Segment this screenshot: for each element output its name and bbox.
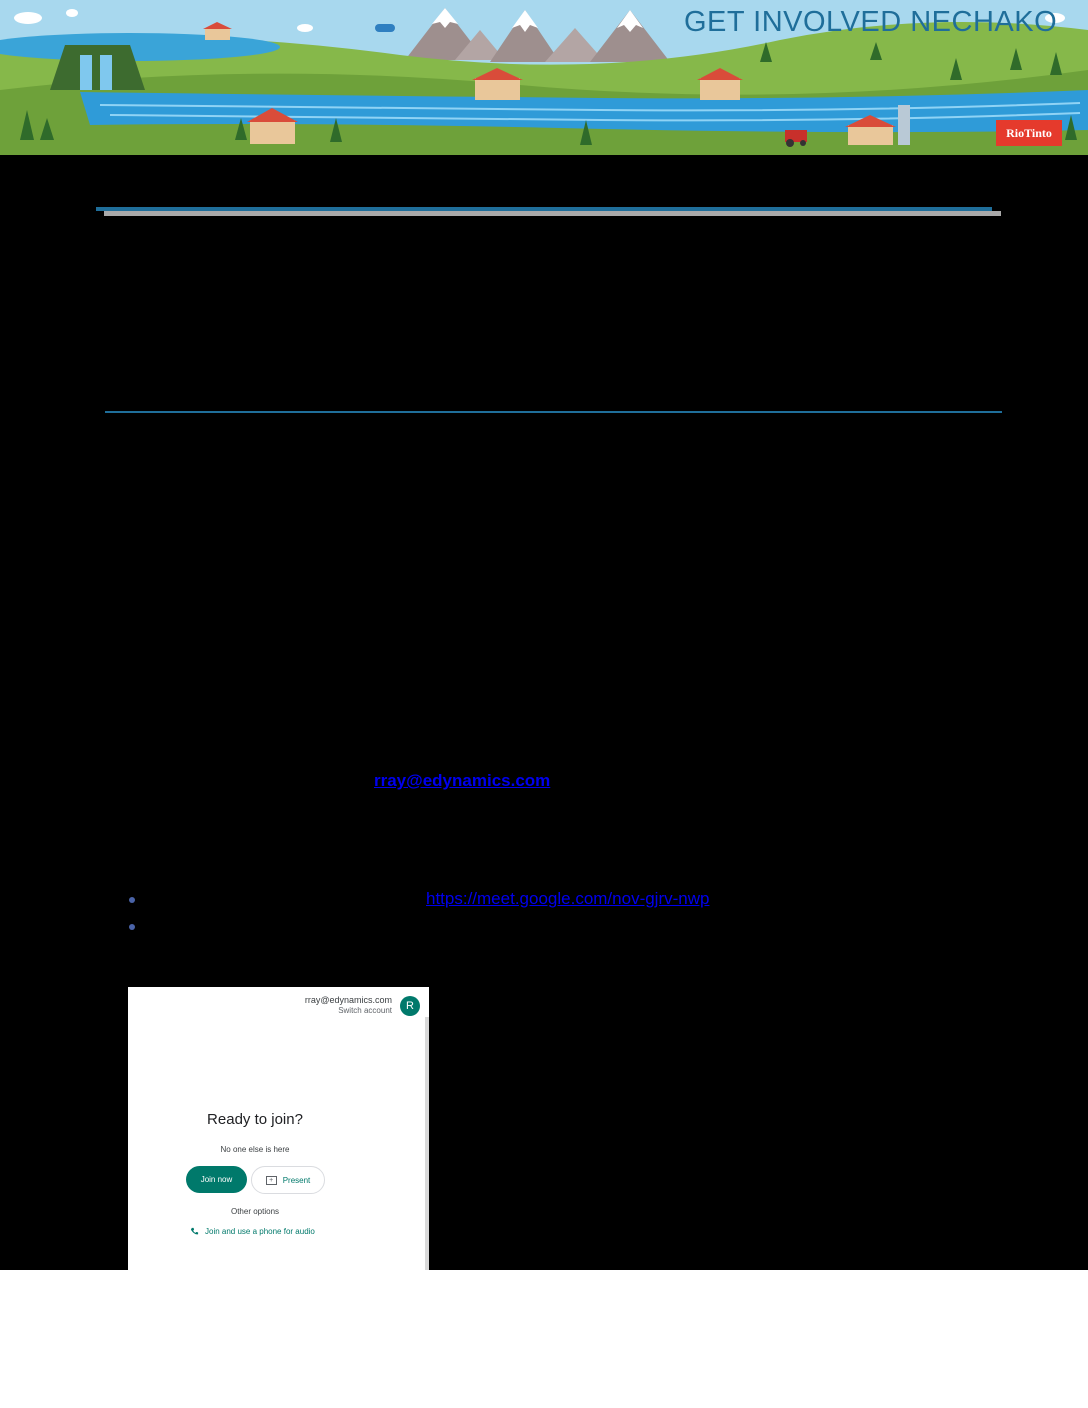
avatar[interactable]: R bbox=[400, 996, 420, 1016]
scrollbar bbox=[425, 1017, 429, 1270]
phone-audio-option[interactable] bbox=[190, 1227, 315, 1236]
header-banner bbox=[0, 0, 1088, 155]
page-footer bbox=[0, 1270, 1088, 1408]
meeting-status: No one else is here bbox=[220, 1145, 290, 1154]
section-divider bbox=[105, 411, 1002, 413]
top-rule bbox=[96, 207, 992, 211]
phone-icon bbox=[190, 1227, 199, 1236]
present-button[interactable] bbox=[251, 1166, 325, 1194]
ready-heading: Ready to join? bbox=[207, 1111, 303, 1128]
phone-audio-label: Join and use a phone for audio bbox=[205, 1227, 315, 1236]
join-now-button[interactable]: Join now bbox=[186, 1166, 247, 1193]
switch-account-link[interactable]: Switch account bbox=[338, 1006, 392, 1015]
google-meet-link[interactable]: https://meet.google.com/nov-gjrv-nwp bbox=[426, 889, 710, 908]
present-label: Present bbox=[282, 1175, 311, 1185]
riotinto-logo: RioTinto bbox=[996, 120, 1062, 146]
other-options-label: Other options bbox=[230, 1207, 280, 1216]
bullet-icon bbox=[129, 924, 135, 930]
present-icon: + bbox=[266, 1176, 277, 1185]
meet-join-screenshot bbox=[128, 987, 429, 1270]
bullet-icon bbox=[129, 897, 135, 903]
banner-title: GET INVOLVED NECHAKO bbox=[684, 6, 1058, 38]
top-rule-shadow bbox=[104, 211, 1001, 216]
contact-email-link[interactable]: rray@edynamics.com bbox=[374, 771, 551, 790]
account-email: rray@edynamics.com bbox=[304, 995, 392, 1005]
